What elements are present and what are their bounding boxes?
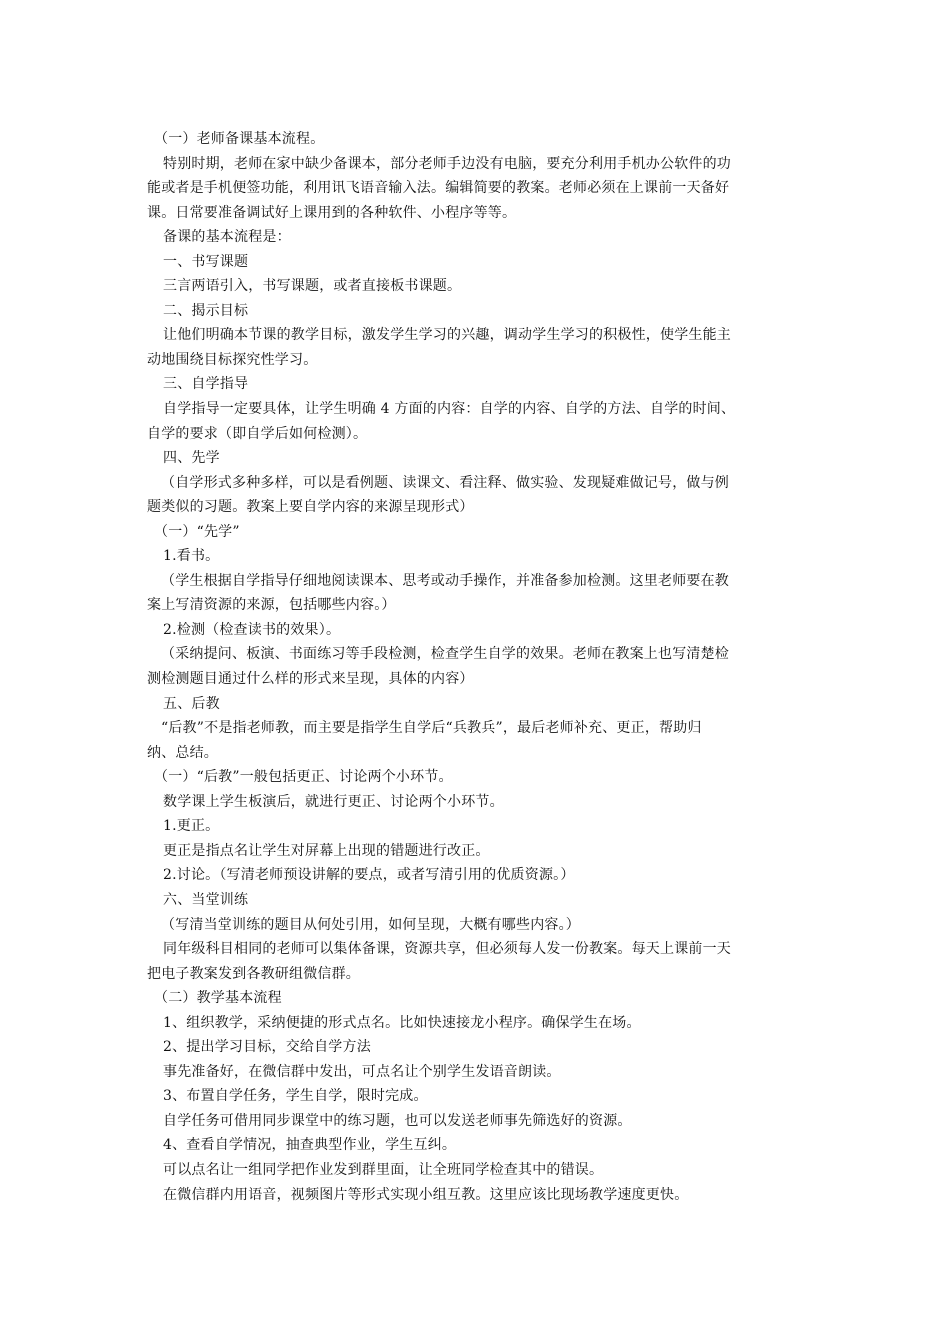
text-line: 三、自学指导 <box>163 376 249 393</box>
text-line: （一）老师备课基本流程。 <box>154 131 325 147</box>
text-line: 事先准备好，在微信群中发出，可点名让个别学生发语音朗读。 <box>163 1063 561 1080</box>
text-line: 在微信群内用语音，视频图片等形式实现小组互教。这里应该比现场教学速度更快。 <box>163 1186 689 1203</box>
text-line: “后教”不是指老师教，而主要是指学生自学后“兵教兵”，最后老师补充、更正，帮助归 <box>161 720 702 737</box>
text-line: 二、揭示目标 <box>163 302 249 319</box>
text-line: （学生根据自学指导仔细地阅读课本、思考或动手操作，并准备参加检测。这里老师要在教 <box>161 572 729 589</box>
text-line: 三言两语引入，书写课题，或者直接板书课题。 <box>163 278 462 295</box>
text-line: 数学课上学生板演后，就进行更正、讨论两个小环节。 <box>163 793 504 810</box>
text-line: （二）教学基本流程 <box>154 990 282 1007</box>
text-line: 让他们明确本节课的教学目标，激发学生学习的兴趣，调动学生学习的积极性，使学生能主 <box>163 327 731 344</box>
text-line: 1.看书。 <box>163 548 220 565</box>
text-line: 六、当堂训练 <box>163 891 249 908</box>
text-line: 动地围绕目标探究性学习。 <box>147 351 318 368</box>
text-line: 自学任务可借用同步课堂中的练习题，也可以发送老师事先筛选好的资源。 <box>163 1112 632 1129</box>
text-line: 自学的要求（即自学后如何检测）。 <box>147 425 368 442</box>
text-line: 4、查看自学情况，抽查典型作业，学生互纠。 <box>163 1137 457 1154</box>
text-line: 测检测题目通过什么样的形式来呈现，具体的内容） <box>147 671 474 688</box>
text-line: （自学形式多种多样，可以是看例题、读课文、看注释、做实验、发现疑难做记号，做与例 <box>161 474 729 491</box>
text-line: 3、布置自学任务，学生自学，限时完成。 <box>163 1088 428 1105</box>
text-line: 四、先学 <box>163 450 220 467</box>
text-line: （采纳提问、板演、书面练习等手段检测，检查学生自学的效果。老师在教案上也写清楚检 <box>161 646 729 663</box>
text-line: 备课的基本流程是： <box>163 229 291 246</box>
text-line: 课。日常要准备调试好上课用到的各种软件、小程序等等。 <box>147 204 517 221</box>
text-line: 1.更正。 <box>163 818 220 835</box>
text-line: 2.检测（检查读书的效果）。 <box>163 621 341 638</box>
text-line: 2、提出学习目标，交给自学方法 <box>163 1039 371 1056</box>
text-line: 特别时期，老师在家中缺少备课本，部分老师手边没有电脑，要充分利用手机办公软件的功 <box>163 155 731 172</box>
text-line: 自学指导一定要具体，让学生明确 4 方面的内容：自学的内容、自学的方法、自学的时间、 <box>163 401 736 418</box>
text-line: 2.讨论。（写清老师预设讲解的要点，或者写清引用的优质资源。） <box>163 867 575 884</box>
text-line: 1、组织教学，采纳便捷的形式点名。比如快速接龙小程序。确保学生在场。 <box>163 1014 641 1031</box>
text-line: 一、书写课题 <box>163 253 249 270</box>
document-body <box>147 127 809 1207</box>
text-line: 纳、总结。 <box>147 744 218 761</box>
text-line: 案上写清资源的来源，包括哪些内容。） <box>147 597 396 614</box>
text-line: （一）“后教”一般包括更正、讨论两个小环节。 <box>154 769 453 786</box>
text-line: 同年级科目相同的老师可以集体备课，资源共享，但必须每人发一份教案。每天上课前一天 <box>163 941 731 958</box>
text-line: 把电子教案发到各教研组微信群。 <box>147 965 360 982</box>
text-line: 五、后教 <box>163 695 220 712</box>
text-line: 题类似的习题。教案上要自学内容的来源呈现形式） <box>147 499 474 516</box>
text-line: （写清当堂训练的题目从何处引用，如何呈现，大概有哪些内容。） <box>161 916 580 933</box>
text-line: 可以点名让一组同学把作业发到群里面，让全班同学检查其中的错误。 <box>163 1161 604 1178</box>
text-line: 更正是指点名让学生对屏幕上出现的错题进行改正。 <box>163 842 490 859</box>
text-line: （一）“先学” <box>154 523 240 540</box>
text-line: 能或者是手机便签功能，利用讯飞语音输入法。编辑简要的教案。老师必须在上课前一天备好 <box>147 180 730 197</box>
